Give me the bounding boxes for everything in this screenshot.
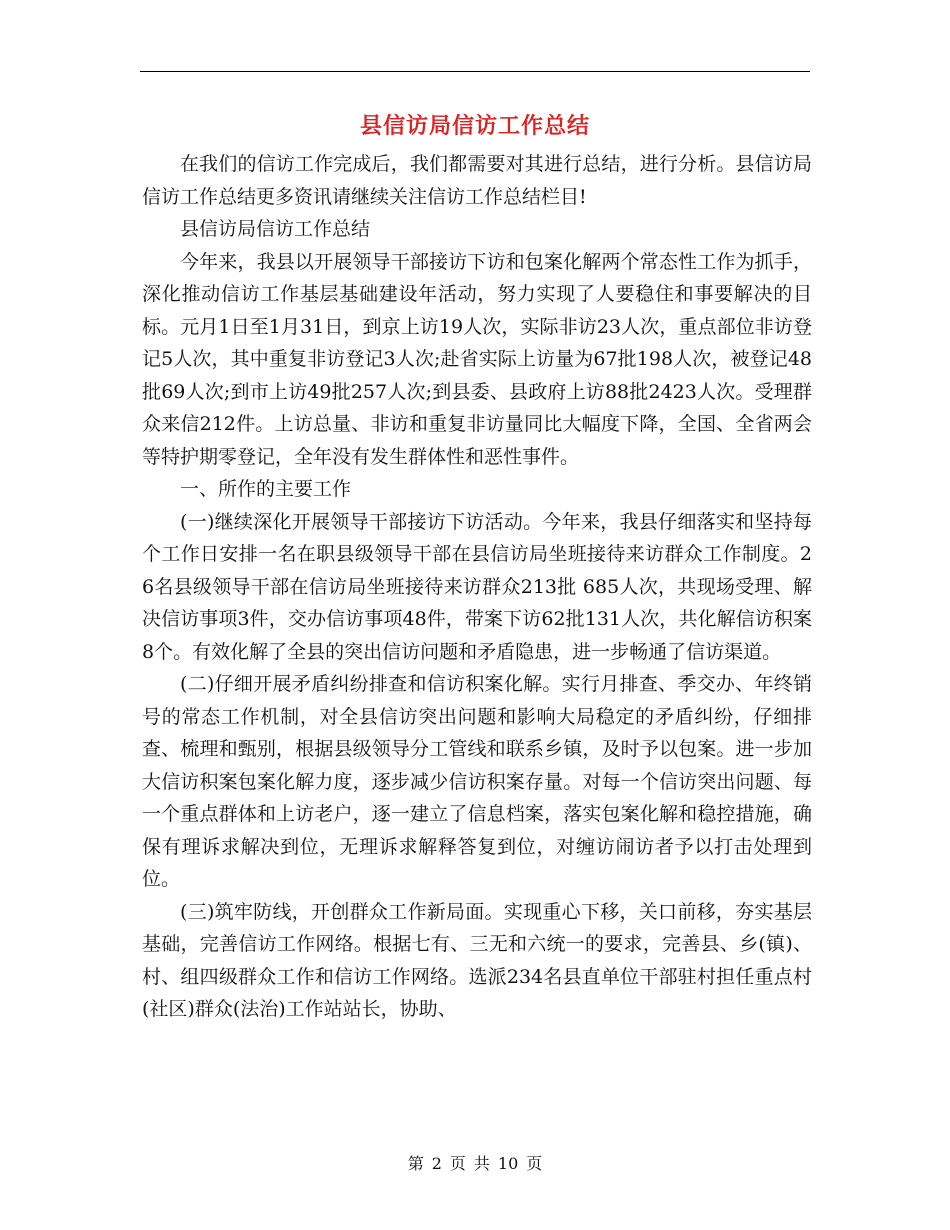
footer-prefix: 第 (407, 1154, 424, 1173)
paragraph-intro: 在我们的信访工作完成后，我们都需要对其进行总结，进行分析。县信访局信访工作总结更多资讯请继续关注信访工作总结栏目! (142, 153, 812, 208)
paragraph-item-2: (二)仔细开展矛盾纠纷排查和信访积案化解。实行月排查、季交办、年终销号的常态工作机制，对全县信访突出问题和影响大局稳定的矛盾纠纷，仔细排查、梳理和甄别，根据县级领导分工管线和联系乡镇，及时予以包案。进一步加大信访积案包案化解力度，逐步减少信访积案存量。对每一个信访突出问题、每一个重点群体和上访老户，逐一建立了信息档案，落实包案化解和稳控措施，确保有理诉求解决到位，无理诉求解释答复到位，对缠访闹访者予以打击处理到位。 (142, 673, 812, 890)
footer-page-word: 页 (449, 1154, 466, 1173)
footer-current-page: 2 (431, 1154, 442, 1173)
footer-total-word: 共 (473, 1154, 490, 1173)
document-title: 县信访局信访工作总结 (359, 113, 590, 139)
paragraph-item-1: (一)继续深化开展领导干部接访下访活动。今年来，我县仔细落实和坚持每个工作日安排一名在职县级领导干部在县信访局坐班接待来访群众工作制度。26名县级领导干部在信访局坐班接待来访群众213批 685人次，共现场受理、解决信访事项3件，交办信访事项48件，带案下访62批131人次，共化解信访积案8个。有效化解了全县的突出信访问题和矛盾隐患，进一步畅通了信访渠道。 (142, 510, 812, 663)
paragraph-item-3: (三)筑牢防线，开创群众工作新局面。实现重心下移，关口前移，夯实基层基础，完善信访工作网络。根据七有、三无和六统一的要求，完善县、乡(镇)、村、组四级群众工作和信访工作网络。选派234名县直单位干部驻村担任重点村(社区)群众(法治)工作站站长，协助、 (142, 900, 812, 1020)
paragraph-overview: 今年来，我县以开展领导干部接访下访和包案化解两个常态性工作为抓手，深化推动信访工作基层基础建设年活动，努力实现了人要稳住和事要解决的目标。元月1日至1月31日，到京上访19人次，实际非访23人次，重点部位非访登记5人次，其中重复非访登记3人次;赴省实际上访量为67批198人次，被登记48批69人次;到市上访49批257人次;到县委、县政府上访88批2423人次。受理群众来信212件。上访总量、非访和重复非访量同比大幅度下降，全国、全省两会等特护期零登记，全年没有发生群体性和恶性事件。 (142, 250, 812, 468)
header-rule (140, 71, 810, 72)
footer-total-pages: 10 (497, 1154, 519, 1173)
page-footer (0, 1152, 950, 1176)
paragraph-subtitle: 县信访局信访工作总结 (180, 218, 371, 240)
footer-suffix: 页 (526, 1154, 543, 1173)
document-body (142, 148, 812, 1026)
section-heading-main-work: 一、所作的主要工作 (180, 478, 352, 500)
